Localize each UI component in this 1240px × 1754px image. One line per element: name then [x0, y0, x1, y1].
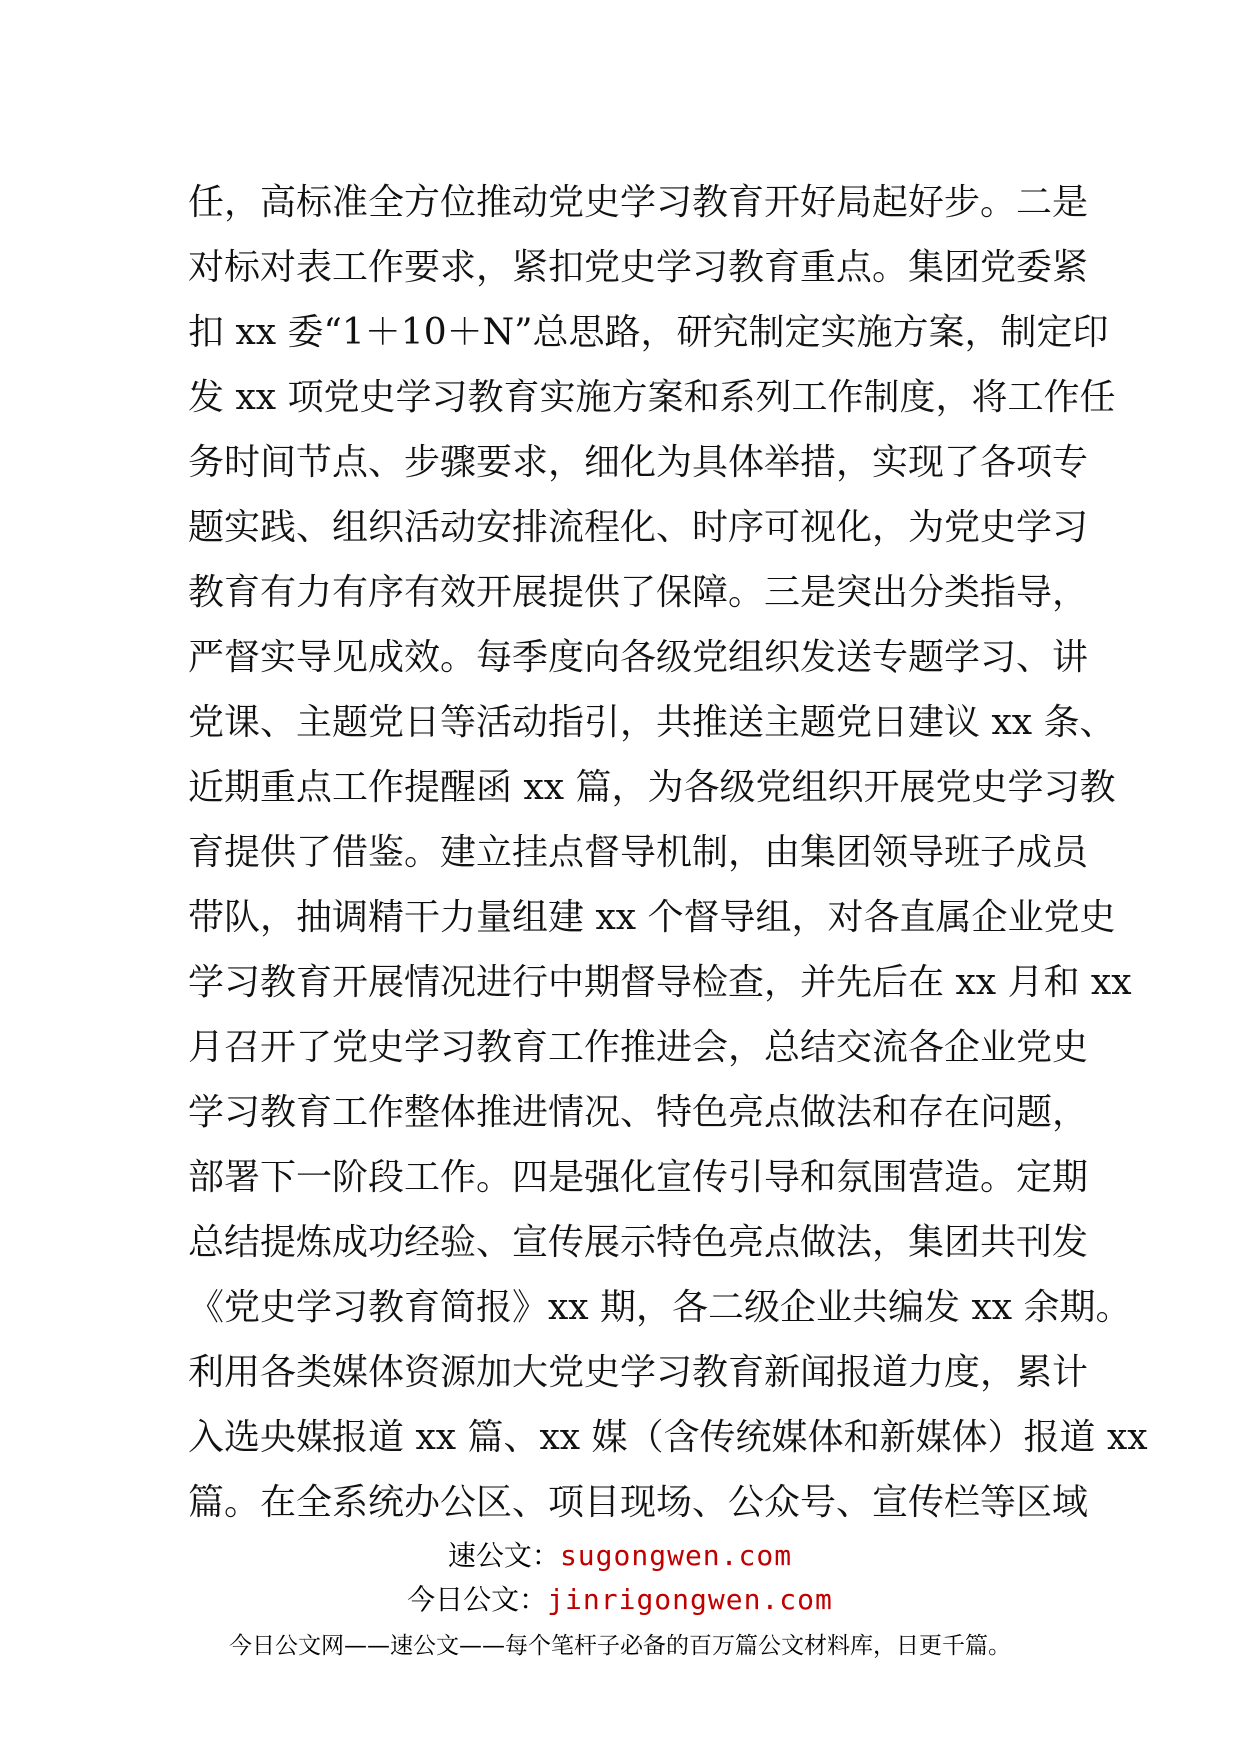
body-line-2: 对标对表工作要求，紧扣党史学习教育重点。集团党委紧: [188, 247, 1089, 288]
footer-sugongwen: [0, 1538, 1240, 1574]
body-line-11: 育提供了借鉴。建立挂点督导机制，由集团领导班子成员: [188, 832, 1089, 873]
body-line-14: 月召开了党史学习教育工作推进会，总结交流各企业党史: [188, 1027, 1089, 1068]
jinrigongwen-link[interactable]: jinrigongwen.com: [547, 1583, 833, 1616]
body-line-10: 近期重点工作提醒函 xx 篇，为各级党组织开展党史学习教: [188, 767, 1116, 808]
body-line-21: 篇。在全系统办公区、项目现场、公众号、宣传栏等区域: [188, 1482, 1089, 1523]
body-line-18: 《党史学习教育简报》xx 期，各二级企业共编发 xx 余期。: [188, 1287, 1132, 1328]
body-line-16: 部署下一阶段工作。四是强化宣传引导和氛围营造。定期: [188, 1157, 1089, 1198]
footer-jinrigongwen-separator: ：: [519, 1583, 548, 1616]
body-line-9: 党课、主题党日等活动指引，共推送主题党日建议 xx 条、: [188, 702, 1116, 743]
footer-sugongwen-separator: ：: [531, 1539, 560, 1572]
body-line-19: 利用各类媒体资源加大党史学习教育新闻报道力度，累计: [188, 1352, 1089, 1393]
footer-sugongwen-label: 速公文: [447, 1539, 532, 1572]
body-line-13: 学习教育开展情况进行中期督导检查，并先后在 xx 月和 xx: [188, 962, 1132, 1003]
body-line-6: 题实践、组织活动安排流程化、时序可视化，为党史学习: [188, 507, 1089, 548]
body-line-5: 务时间节点、步骤要求，细化为具体举措，实现了各项专: [188, 442, 1089, 483]
body-line-12: 带队，抽调精干力量组建 xx 个督导组，对各直属企业党史: [188, 897, 1116, 938]
footer-slogan: 今日公文网——速公文——每个笔杆子必备的百万篇公文材料库，日更千篇。: [229, 1633, 1011, 1659]
body-line-7: 教育有力有序有效开展提供了保障。三是突出分类指导，: [188, 572, 1089, 613]
sugongwen-link[interactable]: sugongwen.com: [559, 1539, 793, 1572]
body-line-4: 发 xx 项党史学习教育实施方案和系列工作制度，将工作任: [188, 377, 1116, 418]
document-body: [188, 170, 1148, 1535]
footer-jinrigongwen-label: 今日公文: [407, 1583, 520, 1616]
body-line-8: 严督实导见成效。每季度向各级党组织发送专题学习、讲: [188, 637, 1089, 678]
body-line-3: 扣 xx 委“1＋10＋N”总思路，研究制定实施方案，制定印: [188, 312, 1109, 353]
body-line-20: 入选央媒报道 xx 篇、xx 媒（含传统媒体和新媒体）报道 xx: [188, 1417, 1148, 1458]
body-line-17: 总结提炼成功经验、宣传展示特色亮点做法，集团共刊发: [188, 1222, 1089, 1263]
body-line-15: 学习教育工作整体推进情况、特色亮点做法和存在问题，: [188, 1092, 1089, 1133]
footer-jinrigongwen: [0, 1582, 1240, 1618]
body-line-1: 任，高标准全方位推动党史学习教育开好局起好步。二是: [188, 182, 1089, 223]
